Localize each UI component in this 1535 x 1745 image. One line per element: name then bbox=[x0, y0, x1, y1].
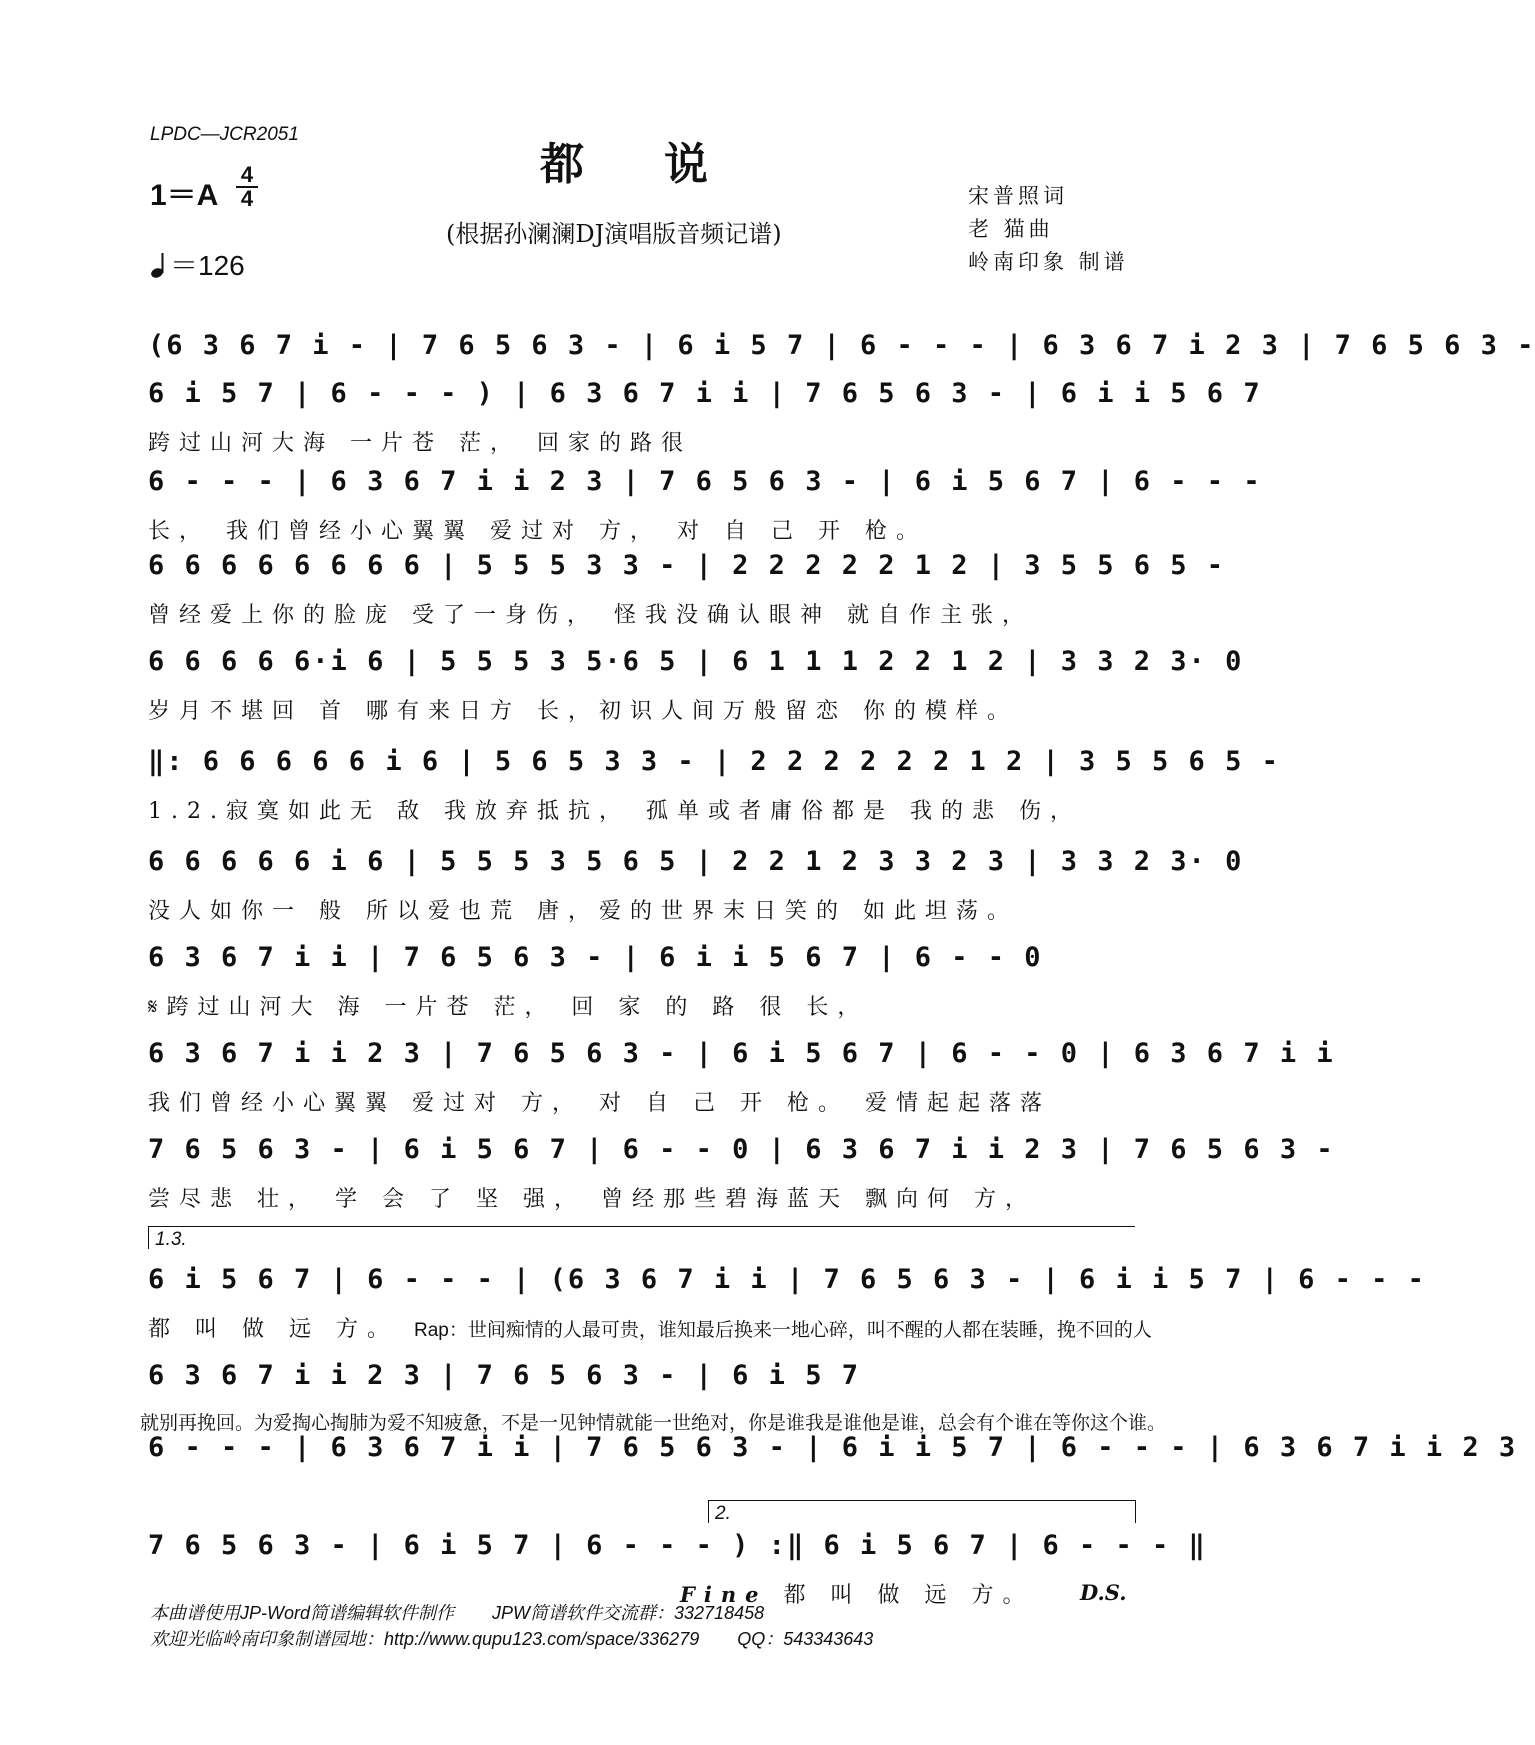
time-signature bbox=[236, 164, 258, 210]
melody-line: 6 6 6 6 6·i 6 | 5 5 5 3 5·6 5 | 6 1 1 1 2 2 1 2 | 3 3 2 3· 0 bbox=[148, 646, 1244, 677]
lyrics-line: 岁月不堪回 首 哪有来日方 长，初识人间万般留恋 你的模样。 bbox=[148, 699, 1018, 724]
lyrics-line: 尝尽悲 壮， 学 会 了 坚 强， 曾经那些碧海蓝天 飘向何 方， bbox=[148, 1187, 1036, 1212]
rap-text: 就别再挽回。为爱掏心掏肺为爱不知疲惫，不是一见钟情就能一世绝对，你是谁我是谁他是谁，总会有个谁在等你这个谁。 bbox=[140, 1413, 1167, 1434]
footer-url: 欢迎光临岭南印象制谱园地：http://www.qupu123.com/space/336279 bbox=[150, 1629, 700, 1649]
volta-bracket-2: 2. bbox=[708, 1500, 1136, 1523]
subtitle: (根据孙澜澜DJ演唱版音频记谱) bbox=[446, 220, 782, 248]
tempo-marking bbox=[150, 244, 245, 284]
lyrics-line: 曾经爱上你的脸庞 受了一身伤， 怪我没确认眼神 就自作主张， bbox=[148, 603, 1033, 628]
credits bbox=[968, 180, 1129, 279]
melody-line: 6 6 6 6 6 6 6 6 | 5 5 5 3 3 - | 2 2 2 2 2 1 2 | 3 5 5 6 5 - bbox=[148, 550, 1226, 581]
arranger: 岭南印象 制谱 bbox=[968, 250, 1129, 274]
lyrics-line: 跨过山河大海 一片苍 茫， 回家的路很 bbox=[148, 431, 692, 456]
lyrics-line bbox=[148, 1312, 1152, 1343]
composer: 老 猫曲 bbox=[968, 217, 1054, 241]
footer-qq: QQ：543343643 bbox=[737, 1629, 874, 1649]
lyrics-line: 长， 我们曾经小心翼翼 爱过对 方， 对 自 己 开 枪。 bbox=[148, 519, 927, 544]
melody-line: 6 3 6 7 i i 2 3 | 7 6 5 6 3 - | 6 i 5 7 bbox=[148, 1360, 860, 1391]
melody-line: 7 6 5 6 3 - | 6 i 5 7 | 6 - - - ) :‖ 6 i 5 6 7 | 6 - - - ‖ bbox=[148, 1530, 1207, 1561]
fine-marking: Fine bbox=[680, 1582, 768, 1607]
lyrics-line: 没人如你一 般 所以爱也荒 唐，爱的世界末日笑的 如此坦荡。 bbox=[148, 899, 1018, 924]
lyrics-text: 都 叫 做 远 方。 bbox=[148, 1317, 398, 1342]
key-signature: 1＝A bbox=[150, 179, 219, 212]
melody-line: 6 3 6 7 i i | 7 6 5 6 3 - | 6 i i 5 6 7 | 6 - - 0 bbox=[148, 942, 1043, 973]
tempo-value: ＝126 bbox=[170, 250, 245, 281]
ds-marking: D.S. bbox=[1080, 1580, 1127, 1605]
melody-line: 6 i 5 6 7 | 6 - - - | (6 3 6 7 i i | 7 6 5 6 3 - | 6 i i 5 7 | 6 - - - bbox=[148, 1264, 1426, 1295]
melody-line: 6 6 6 6 6 i 6 | 5 5 5 3 5 6 5 | 2 2 1 2 3 3 2 3 | 3 3 2 3· 0 bbox=[148, 846, 1244, 877]
melody-line: 6 3 6 7 i i 2 3 | 7 6 5 6 3 - | 6 i 5 6 7 | 6 - - 0 | 6 3 6 7 i i bbox=[148, 1038, 1335, 1069]
footer-software: 本曲谱使用JP-Word简谱编辑软件制作 bbox=[150, 1603, 455, 1623]
song-title: 都说 bbox=[540, 139, 788, 190]
lyrics-text: 都 叫 做 远 方。 bbox=[783, 1583, 1034, 1608]
footer-group: JPW简谱软件交流群：332718458 bbox=[492, 1603, 765, 1623]
melody-line: 6 - - - | 6 3 6 7 i i | 7 6 5 6 3 - | 6 i i 5 7 | 6 - - - | 6 3 6 7 i i 2 3 bbox=[148, 1432, 1518, 1463]
lyrics-line: 我们曾经小心翼翼 爱过对 方， 对 自 己 开 枪。 爱情起起落落 bbox=[148, 1091, 1051, 1116]
melody-line: 6 i 5 7 | 6 - - - ) | 6 3 6 7 i i | 7 6 5 6 3 - | 6 i i 5 6 7 bbox=[148, 378, 1262, 409]
volta-bracket-1: 1.3. bbox=[148, 1226, 1135, 1249]
melody-line: (6 3 6 7 i - | 7 6 5 6 3 - | 6 i 5 7 | 6 - - - | 6 3 6 7 i 2 3 | 7 6 5 6 3 - bbox=[148, 330, 1535, 361]
lyrics-line: 𝄋跨过山河大 海 一片苍 茫， 回 家 的 路 很 长， bbox=[148, 995, 869, 1020]
time-signature-top: 4 bbox=[240, 162, 254, 187]
lyricist: 宋普照词 bbox=[968, 184, 1068, 208]
lyrics-line: 1.2.寂寞如此无 敌 我放弃抵抗， 孤单或者庸俗都是 我的悲 伤， bbox=[148, 799, 1081, 824]
time-signature-bottom: 4 bbox=[240, 186, 254, 211]
melody-line: 6 - - - | 6 3 6 7 i i 2 3 | 7 6 5 6 3 - | 6 i 5 6 7 | 6 - - - bbox=[148, 466, 1262, 497]
melody-line: 7 6 5 6 3 - | 6 i 5 6 7 | 6 - - 0 | 6 3 6 7 i i 2 3 | 7 6 5 6 3 - bbox=[148, 1134, 1335, 1165]
score-code: LPDC—JCR2051 bbox=[150, 124, 299, 145]
quarter-note-icon bbox=[150, 251, 170, 279]
melody-line: ‖: 6 6 6 6 6 i 6 | 5 6 5 3 3 - | 2 2 2 2 2 2 1 2 | 3 5 5 6 5 - bbox=[148, 746, 1280, 777]
rap-text: Rap：世间痴情的人最可贵，谁知最后换来一地心碎，叫不醒的人都在装睡，挽不回的人 bbox=[413, 1320, 1152, 1341]
footer bbox=[150, 1600, 911, 1652]
